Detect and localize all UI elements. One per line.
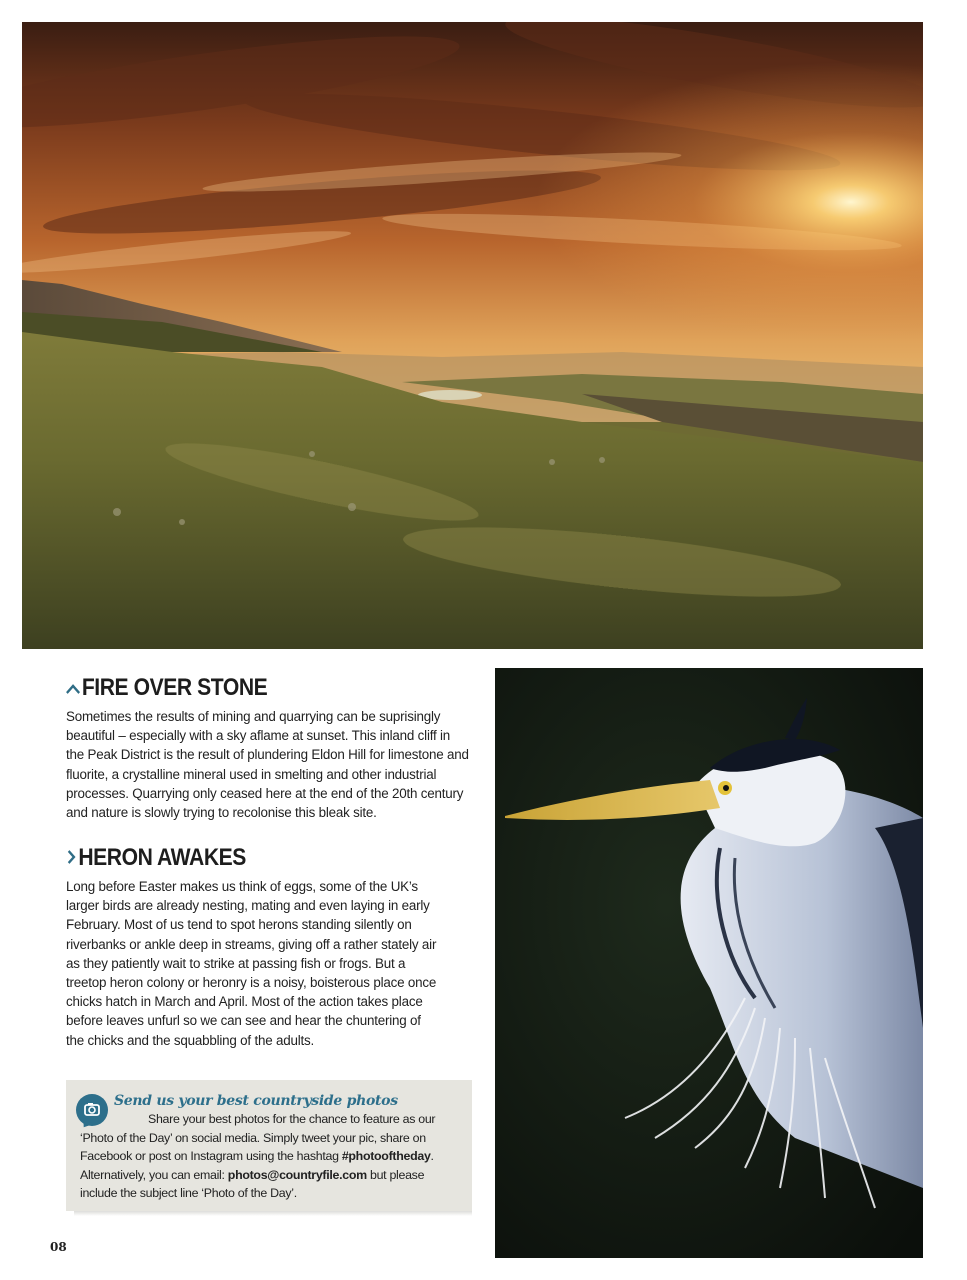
sunset-landscape-image: [22, 22, 923, 649]
chevron-right-icon: [66, 843, 78, 873]
promo-text: Share your best photos for the chance to feature as our ‘Photo of the Day’ on social media. Simply tweet your pic, share on Facebook or post on Instagram using the hashtag #photooftheday. Alternatively, you can email: photos@countryfile.com but please include the subject line ‘Photo of the Day’.: [80, 1112, 436, 1201]
email-link[interactable]: photos@countryfile.com: [227, 1167, 367, 1182]
camera-icon: [76, 1094, 108, 1126]
heron-photo: [495, 668, 923, 1258]
article-title: FIRE OVER STONE: [66, 673, 422, 703]
article-body: Long before Easter makes us think of eggs, some of the UK’s larger birds are already nesting, mating and even laying in early February. Most of us tend to spot herons standing silently on riverbanks or ankle deep in streams, giving off a rather stately air as they patiently wait to strike at passing fish or frogs. But a treetop heron colony or heronry is a noisy, boisterous place once chicks hatch in March and April. Most of the action takes place before leaves unfurl so we can see and hear the chuntering of the chicks and the squabbling of the adults.: [66, 879, 437, 1048]
hero-photo: [22, 22, 923, 649]
page-number: 08: [50, 1240, 67, 1254]
article-body: Sometimes the results of mining and quarrying can be suprisingly beautiful – especially with a sky aflame at sunset. This inland cliff in the Peak District is the result of plundering Eldon Hill for limestone and fluorite, a crystalline mineral used in smelting and other industrial processes. Quarrying only ceased here at the end of the 20th century and nature is slowly trying to recolonise this bleak site.: [66, 709, 469, 821]
article-title: HERON AWAKES: [66, 843, 422, 873]
article-heron-awakes: [66, 843, 471, 1050]
chevron-up-icon: [66, 673, 82, 703]
heron-image: [495, 668, 923, 1258]
promo-heading: Send us your best countryside photos: [114, 1093, 398, 1109]
hashtag: #photooftheday: [341, 1149, 431, 1164]
article-fire-over-stone: [66, 673, 471, 822]
photo-submission-box: [66, 1080, 472, 1211]
